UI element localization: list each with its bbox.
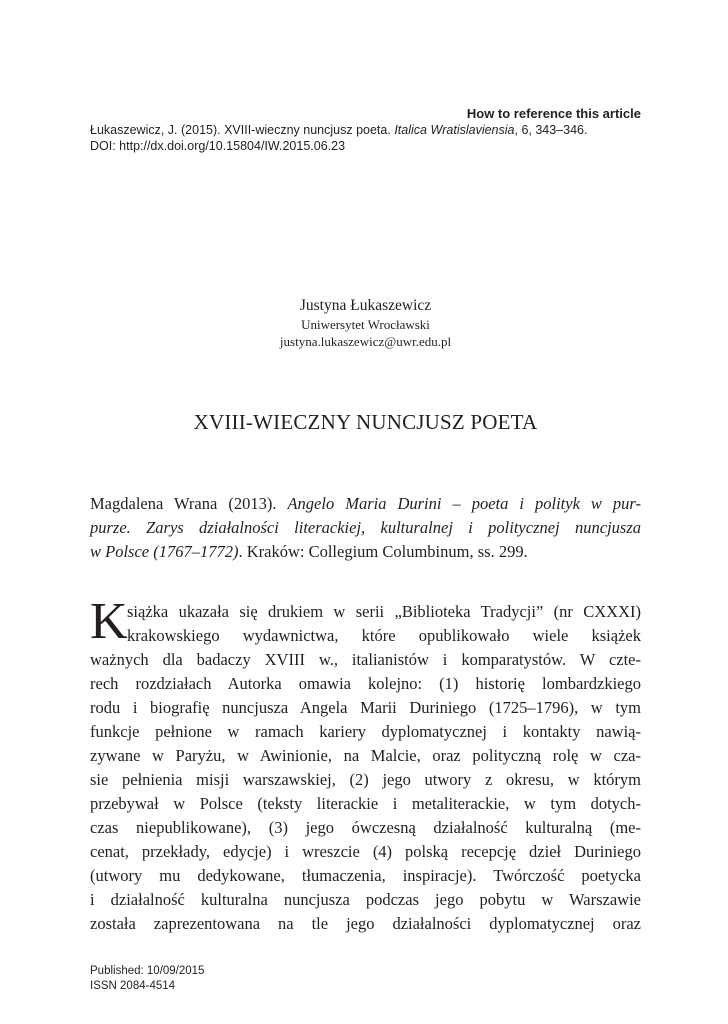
doi-link[interactable]: DOI: http://dx.doi.org/10.15804/IW.2015.06.23: [90, 139, 346, 153]
reference-citation-text: Łukaszewicz, J. (2015). XVIII-wieczny nuncjusz poeta.: [90, 123, 395, 137]
citation-publisher: . Kraków: Collegium Columbinum, ss. 299.: [238, 542, 528, 561]
issn: ISSN 2084-4514: [90, 980, 176, 992]
reference-block: [90, 106, 641, 154]
reference-citation-volume: , 6, 343–346.: [514, 123, 588, 137]
citation-line: [90, 516, 641, 540]
reference-citation: [90, 122, 641, 138]
body-line: przebywał w Polsce (teksty literackie i metaliterackie, w tym dotych-: [90, 794, 641, 813]
citation-author: Magdalena Wrana (2013).: [90, 494, 288, 513]
article-title: XVIII-WIECZNY NUNCJUSZ POETA: [193, 410, 538, 434]
body-line: zywane w Paryżu, w Awinionie, na Malcie, oraz polityczną rolę w cza-: [90, 746, 641, 765]
publication-footer: [90, 964, 204, 994]
body-line: krakowskiego wydawnictwa, które opublikowało wiele książek: [127, 626, 641, 645]
body-line: (utwory mu dedykowane, tłumaczenia, inspiracje). Twórczość poetycka: [90, 866, 641, 885]
body-line: została zaprezentowana na tle jego działalności dyplomatycznej oraz: [90, 914, 641, 933]
body-line: sie pełnienia misji warszawskiej, (2) jego utwory z okresu, w którym: [90, 770, 641, 789]
body-line: funkcje pełnione w ramach kariery dyplomatycznej i kontakty nawią-: [90, 722, 641, 741]
body-line: i działalność kulturalna nuncjusza podczas jego pobytu w Warszawie: [90, 890, 641, 909]
published-date: Published: 10/09/2015: [90, 965, 205, 977]
author-name: Justyna Łukaszewicz: [299, 297, 432, 314]
journal-name: Italica Wratislaviensia: [394, 123, 515, 137]
author-block: [90, 296, 641, 350]
body-line: rodu i biografię nuncjusza Angela Marii Duriniego (1725–1796), w tym: [90, 698, 641, 717]
citation-line: [90, 492, 641, 516]
author-email[interactable]: justyna.lukaszewicz@uwr.edu.pl: [279, 334, 452, 349]
body-line: cenat, przekłady, edycje) i wreszcie (4) polską recepcję dzieł Duriniego: [90, 842, 641, 861]
author-affiliation: Uniwersytet Wrocławski: [301, 317, 430, 332]
citation-book-title: Angelo Maria Durini – poeta i polityk w pur-: [287, 494, 641, 513]
citation-book-title: w Polsce (1767–1772): [90, 542, 239, 561]
reviewed-book-citation: [90, 492, 641, 564]
citation-book-title: purze. Zarys działalności literackiej, kulturalnej i politycznej nuncjusza: [90, 518, 641, 537]
body-line: rech rozdziałach Autorka omawia kolejno: (1) historię lombardzkiego: [90, 674, 641, 693]
body-line: czas niepublikowane), (3) jego ówczesną działalność kulturalną (me-: [90, 818, 641, 837]
citation-line: [90, 540, 641, 564]
drop-cap: K: [90, 593, 128, 650]
body-line: ważnych dla badaczy XVIII w., italianistów i komparatystów. W czte-: [90, 650, 641, 669]
body-text: [90, 593, 641, 936]
body-line: siążka ukazała się drukiem w serii „Biblioteka Tradycji” (nr CXXXI): [127, 602, 641, 621]
reference-heading: How to reference this article: [466, 106, 641, 121]
